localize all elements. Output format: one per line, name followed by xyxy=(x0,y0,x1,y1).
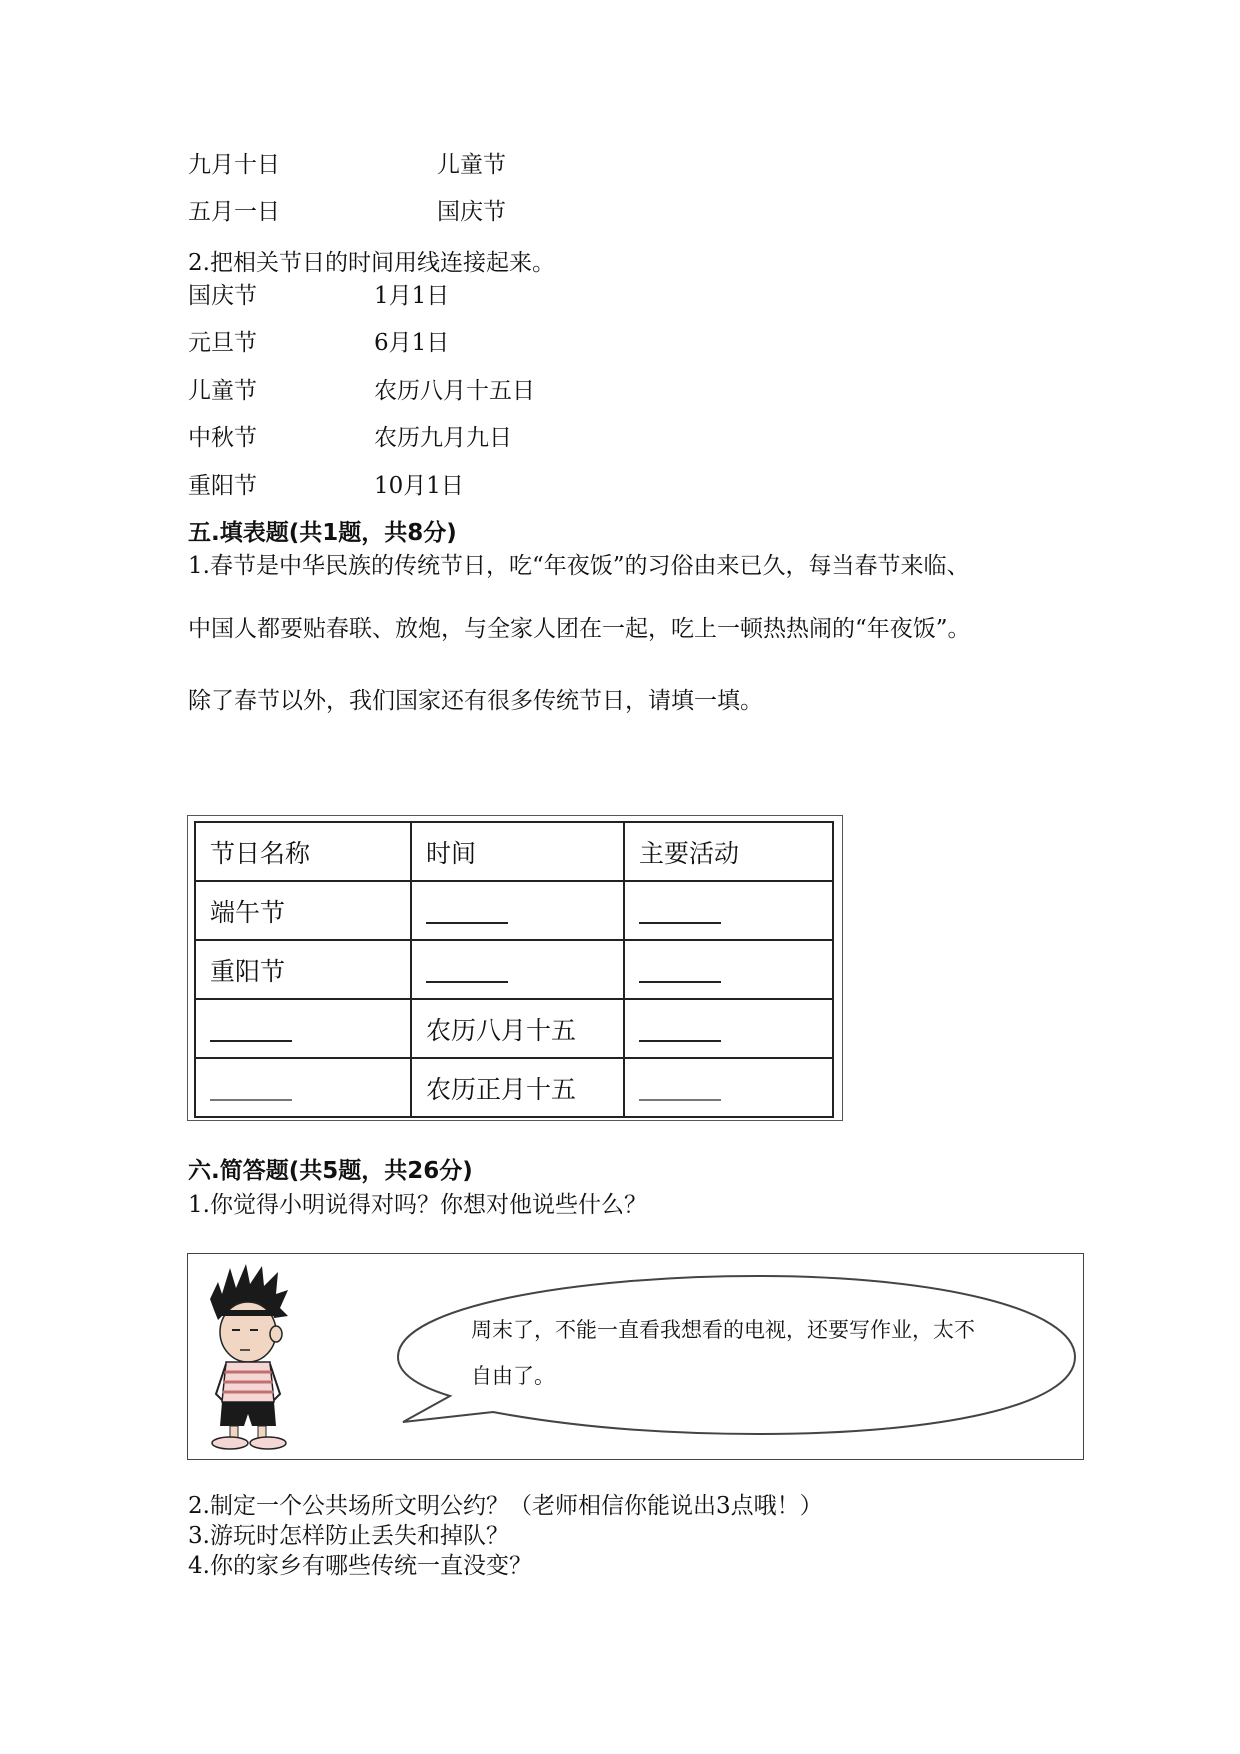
answer-blank[interactable] xyxy=(639,900,721,924)
match2-festival-4: 中秋节 xyxy=(188,425,257,451)
section6-q4: 4.你的家乡有哪些传统一直没变？ xyxy=(188,1553,532,1579)
table-row xyxy=(195,940,833,999)
match2-festival-3: 儿童节 xyxy=(188,378,257,404)
section6-q2: 2.制定一个公共场所文明公约？（老师相信你能说出3点哦！） xyxy=(188,1493,823,1519)
match2-festival-1: 国庆节 xyxy=(188,283,257,309)
match2-festival-2: 元旦节 xyxy=(188,330,257,356)
answer-blank[interactable] xyxy=(426,959,508,983)
speech-bubble xyxy=(398,1276,1075,1434)
answer-blank[interactable] xyxy=(210,1077,292,1101)
cell-time-blank[interactable] xyxy=(411,881,624,940)
cell-festival: 端午节 xyxy=(195,881,411,940)
table-row xyxy=(195,881,833,940)
section6-q3: 3.游玩时怎样防止丢失和掉队？ xyxy=(188,1523,509,1549)
cell-festival: 重阳节 xyxy=(195,940,411,999)
section6-heading: 六.简答题(共5题，共26分) xyxy=(188,1158,473,1184)
section5-para-line-1: 1.春节是中华民族的传统节日，吃“年夜饭”的习俗由来已久，每当春节来临、 xyxy=(188,553,970,579)
table-row xyxy=(195,999,833,1058)
cell-time: 农历八月十五 xyxy=(411,999,624,1058)
cell-festival-blank[interactable] xyxy=(195,1058,411,1117)
section6-q1: 1.你觉得小明说得对吗？你想对他说些什么？ xyxy=(188,1192,647,1218)
match2-date-2: 6月1日 xyxy=(374,330,450,356)
header-main-activity: 主要活动 xyxy=(624,822,833,881)
section5-para-line-2: 中国人都要贴春联、放炮，与全家人团在一起，吃上一顿热热闹的“年夜饭”。 xyxy=(188,616,971,642)
cell-festival-blank[interactable] xyxy=(195,999,411,1058)
answer-blank[interactable] xyxy=(639,1018,721,1042)
cell-time-blank[interactable] xyxy=(411,940,624,999)
table-row xyxy=(195,1058,833,1117)
header-time: 时间 xyxy=(411,822,624,881)
match2-date-5: 10月1日 xyxy=(374,473,464,499)
cell-activity-blank[interactable] xyxy=(624,1058,833,1117)
section5-heading: 五.填表题(共1题，共8分) xyxy=(188,520,457,546)
match2-date-4: 农历九月九日 xyxy=(374,425,512,451)
cell-activity-blank[interactable] xyxy=(624,881,833,940)
match2-festival-5: 重阳节 xyxy=(188,473,257,499)
match1-festival-1: 儿童节 xyxy=(437,152,506,178)
answer-blank[interactable] xyxy=(639,959,721,983)
festival-table xyxy=(194,821,834,1118)
match1-date-2: 五月一日 xyxy=(188,199,280,225)
speech-line-2: 自由了。 xyxy=(471,1364,555,1388)
answer-blank[interactable] xyxy=(210,1018,292,1042)
speech-line-1: 周末了，不能一直看我想看的电视，还要写作业，太不 xyxy=(471,1318,975,1342)
cartoon-illustration xyxy=(188,1254,1083,1459)
match2-date-1: 1月1日 xyxy=(374,283,450,309)
cell-time: 农历正月十五 xyxy=(411,1058,624,1117)
match1-festival-2: 国庆节 xyxy=(437,199,506,225)
cartoon-panel xyxy=(187,1253,1084,1460)
boy-figure xyxy=(210,1264,288,1449)
answer-blank[interactable] xyxy=(639,1077,721,1101)
table-header-row xyxy=(195,822,833,881)
match1-date-1: 九月十日 xyxy=(188,152,280,178)
cell-activity-blank[interactable] xyxy=(624,999,833,1058)
match2-question: 2.把相关节日的时间用线连接起来。 xyxy=(188,250,555,276)
section5-para-line-3: 除了春节以外，我们国家还有很多传统节日，请填一填。 xyxy=(188,688,763,714)
cell-activity-blank[interactable] xyxy=(624,940,833,999)
answer-blank[interactable] xyxy=(426,900,508,924)
match2-date-3: 农历八月十五日 xyxy=(374,378,535,404)
header-festival-name: 节日名称 xyxy=(195,822,411,881)
